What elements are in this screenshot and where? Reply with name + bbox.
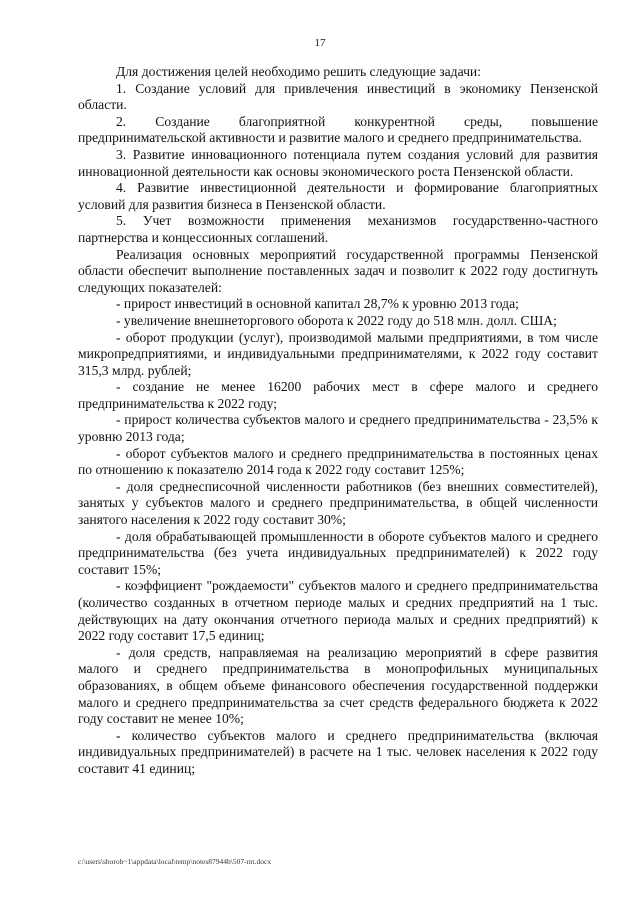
paragraph-intro: Для достижения целей необходимо решить следующие задачи: bbox=[116, 64, 481, 79]
paragraph-task-5: 5. Учет возможности применения механизмов государственно-частного партнерства и концессионных соглашений. bbox=[78, 213, 598, 245]
indicator-item: - доля обрабатывающей промышленности в обороте субъектов малого и среднего предпринимательства (без учета индивидуальных предпринимателей) к 2022 году составит 15%; bbox=[78, 528, 598, 577]
indicator-item: - прирост количества субъектов малого и среднего предпринимательства - 23,5% к уровню 2013 года; bbox=[78, 412, 598, 445]
indicator-item: - количество субъектов малого и среднего предпринимательства (включая индивидуальных предпринимателей) в расчете на 1 тыс. человек населения к 2022 году составит 41 единиц; bbox=[78, 727, 598, 776]
paragraph-task-1: 1. Создание условий для привлечения инвестиций в экономику Пензенской области. bbox=[78, 80, 598, 113]
indicator-item: - создание не менее 16200 рабочих мест в сфере малого и среднего предпринимательства к 2022 году; bbox=[78, 379, 598, 411]
indicator-item: - прирост инвестиций в основной капитал 28,7% к уровню 2013 года; bbox=[116, 296, 519, 312]
indicator-item: - доля средств, направляемая на реализацию мероприятий в сфере развития малого и среднего предпринимательства в монопрофильных муниципальных образованиях, в общем объеме финансового обеспечения государственной поддержки малого и среднего предпринимательства за счет средств федерального бюджета к 2022 году составит не менее 10%; bbox=[78, 644, 598, 727]
document-body bbox=[78, 64, 598, 778]
paragraph-indicators-intro: Реализация основных мероприятий государственной программы Пензенской области обеспечит выполнение поставленных задач и позволит к 2022 году достигнуть следующих показателей: bbox=[78, 246, 598, 295]
paragraph-task-4: 4. Развитие инвестиционной деятельности и формирование благоприятных условий для развития бизнеса в Пензенской области. bbox=[78, 180, 598, 212]
paragraph-task-2: 2. Создание благоприятной конкурентной среды, повышение предпринимательской активности и развитие малого и среднего предпринимательства. bbox=[78, 113, 598, 146]
indicator-item: - коэффициент "рождаемости" субъектов малого и среднего предпринимательства (количество созданных в отчетном периоде малых и средних предприятий на 1 тыс. действующих на дату окончания отчетного периода малых и средних предприятий) к 2022 году составит 17,5 единиц; bbox=[78, 578, 598, 644]
page-number: 17 bbox=[314, 37, 326, 49]
file-path-footer: c:\users\shorob~1\appdata\local\temp\notes87944b\507-пп.docx bbox=[78, 857, 272, 866]
indicator-item: - оборот субъектов малого и среднего предпринимательства в постоянных ценах по отношению к показателю 2014 года к 2022 году составит 125%; bbox=[78, 445, 598, 478]
paragraph-task-3: 3. Развитие инновационного потенциала путем создания условий для развития инновационной деятельности как основы экономического роста Пензенской области. bbox=[78, 146, 598, 179]
indicator-item: - доля среднесписочной численности работников (без внешних совместителей), занятых у субъектов малого и среднего предпринимательства, в общей численности занятого населения к 2022 году составит 30%; bbox=[78, 478, 598, 528]
indicator-item: - увеличение внешнеторгового оборота к 2022 году до 518 млн. долл. США; bbox=[116, 312, 557, 328]
indicator-item: - оборот продукции (услуг), производимой малыми предприятиями, в том числе микропредприятиями, и индивидуальными предпринимателями, к 2022 году составит 315,3 млрд. рублей; bbox=[78, 329, 598, 378]
